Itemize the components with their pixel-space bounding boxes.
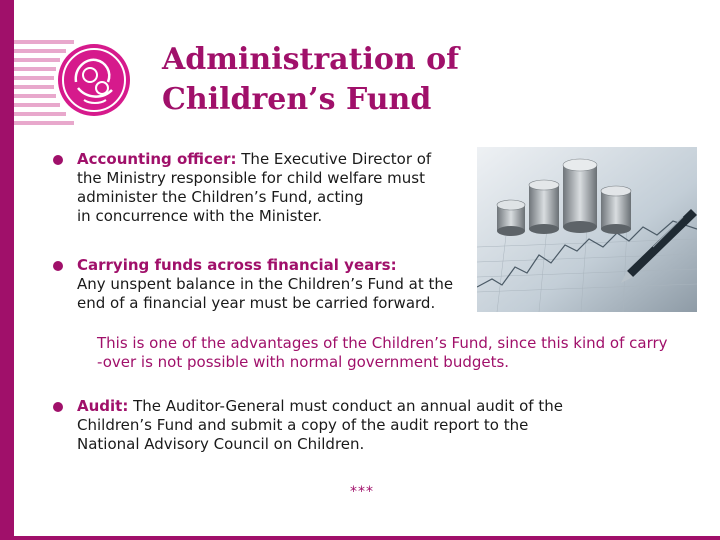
bullet-text: end of a financial year must be carried forward. — [77, 294, 436, 312]
bullet-marker — [53, 402, 63, 412]
end-marker: *** — [350, 484, 374, 500]
bullet-text: The Executive Director of — [236, 150, 432, 168]
bullet-carrying-funds — [77, 256, 453, 313]
bullet-label: Carrying funds across financial years: — [77, 256, 397, 274]
slide-title — [162, 40, 582, 120]
bullet-label: Audit: — [77, 397, 129, 415]
bullet-marker — [53, 261, 63, 271]
bullet-accounting-officer — [77, 150, 431, 226]
bullet-text: in concurrence with the Minister. — [77, 207, 323, 225]
coins-chart-pen-icon — [477, 147, 697, 312]
advantage-note — [97, 334, 687, 372]
coins-chart-photo — [477, 147, 697, 312]
note-line-2: -over is not possible with normal government budgets. — [97, 353, 510, 371]
left-border — [0, 0, 14, 540]
note-line-1: This is one of the advantages of the Children’s Fund, since this kind of carry — [97, 334, 668, 352]
mother-child-icon — [56, 42, 132, 118]
bullet-text: administer the Children’s Fund, acting — [77, 188, 364, 206]
bullet-text: National Advisory Council on Children. — [77, 435, 365, 453]
bullet-audit — [77, 397, 563, 454]
bullet-text: Children’s Fund and submit a copy of the audit report to the — [77, 416, 529, 434]
title-line-2: Children’s Fund — [162, 82, 432, 117]
title-line-1: Administration of — [162, 42, 460, 77]
bottom-border — [0, 536, 720, 540]
bullet-marker — [53, 155, 63, 165]
bullet-text: Any unspent balance in the Children’s Fund at the — [77, 275, 454, 293]
bullet-label: Accounting officer: — [77, 150, 237, 168]
bullet-text: The Auditor-General must conduct an annual audit of the — [128, 397, 563, 415]
bullet-text: the Ministry responsible for child welfare must — [77, 169, 425, 187]
